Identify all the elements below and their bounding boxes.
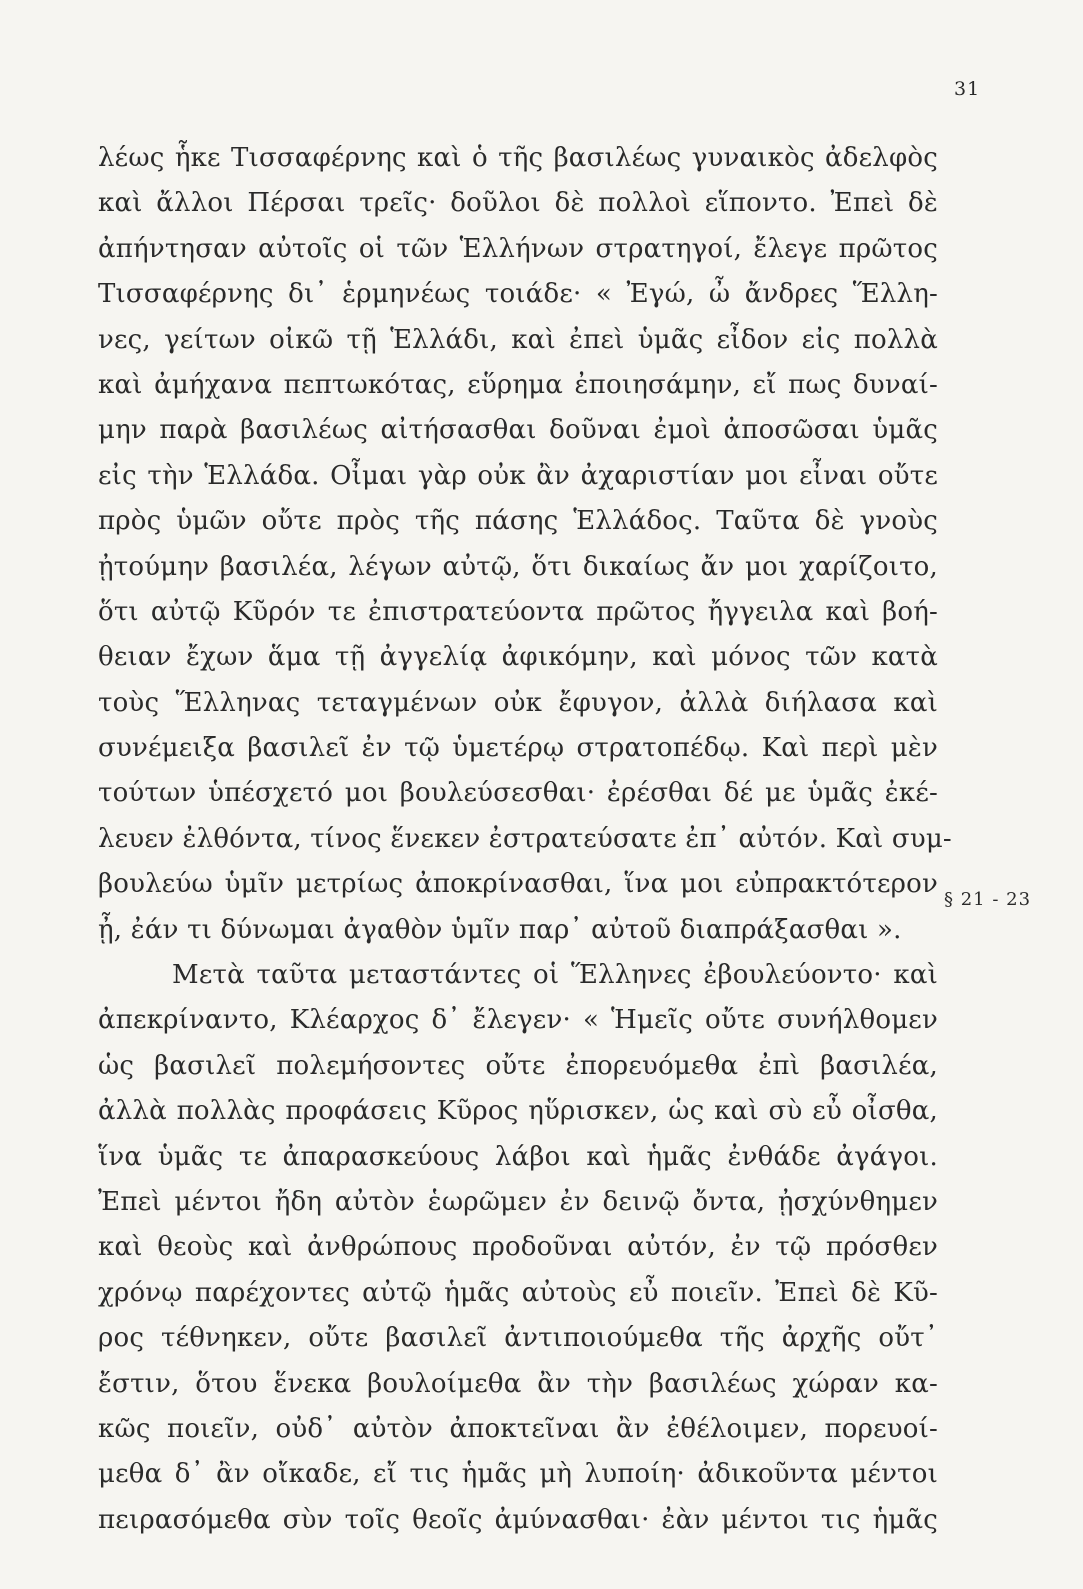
body-text (98, 136, 952, 1589)
text-line-2: καὶ ἄλλοι Πέρσαι τρεῖς· δοῦλοι δὲ πολλοὶ εἵποντο. Ἐπεὶ δὲ (98, 188, 938, 219)
text-line-1: λέως ἧκε Τισσαφέρνης καὶ ὁ τῆς βασιλέως γυναικὸς ἀδελφὸς (98, 143, 938, 173)
text-line-26: χρόνῳ παρέχοντες αὐτῷ ἡμᾶς αὐτοὺς εὖ ποιεῖν. Ἐπεὶ δὲ Κῦ- (98, 1277, 938, 1308)
text-line-20: ἀπεκρίναντο, Κλέαρχος δ᾽ ἔλεγεν· « Ἡμεῖς οὔτε συνήλθομεν (98, 1005, 938, 1036)
text-line-10: ᾐτούμην βασιλέα, λέγων αὐτῷ, ὅτι δικαίως ἄν μοι χαρίζοιτο, (98, 551, 938, 582)
text-line-13: τοὺς Ἕλληνας τεταγμένων οὐκ ἔφυγον, ἀλλὰ διήλασα καὶ (98, 687, 938, 718)
text-line-29: κῶς ποιεῖν, οὐδ᾽ αὐτὸν ἀποκτεῖναι ἂν ἐθέλοιμεν, πορευοί- (98, 1413, 938, 1444)
text-line-22: ἀλλὰ πολλὰς προφάσεις Κῦρος ηὕρισκεν, ὡς καὶ σὺ εὖ οἶσθα, (98, 1096, 938, 1127)
text-line-16: λευεν ἐλθόντα, τίνος ἕνεκεν ἐστρατεύσατε ἐπ᾽ αὐτόν. Καὶ συμ- (98, 823, 952, 854)
text-line-32 (98, 1543, 938, 1588)
section-reference: § 21 - 23 (944, 889, 1032, 910)
text-line-15: τούτων ὑπέσχετό μοι βουλεύσεσθαι· ἐρέσθαι δέ με ὑμᾶς ἐκέ- (98, 778, 938, 809)
page-number: 31 (954, 78, 981, 100)
text-line-27: ρος τέθνηκεν, οὔτε βασιλεῖ ἀντιποιούμεθα τῆς ἀρχῆς οὔτ᾽ (98, 1323, 938, 1354)
text-line-17: βουλεύω ὑμῖν μετρίως ἀποκρίνασθαι, ἵνα μοι εὐπρακτότερον (98, 869, 938, 900)
text-line-30: μεθα δ᾽ ἂν οἴκαδε, εἴ τις ἡμᾶς μὴ λυποίη· ἀδικοῦντα μέντοι (98, 1459, 938, 1490)
text-line-6: καὶ ἀμήχανα πεπτωκότας, εὕρημα ἐποιησάμην, εἴ πως δυναί- (98, 369, 938, 400)
text-line-12: θειαν ἔχων ἅμα τῇ ἀγγελίᾳ ἀφικόμην, καὶ μόνος τῶν κατὰ (98, 642, 938, 673)
text-line-21: ὡς βασιλεῖ πολεμήσοντες οὔτε ἐπορευόμεθα ἐπὶ βασιλέα, (98, 1050, 938, 1081)
text-line-3: ἀπήντησαν αὐτοῖς οἱ τῶν Ἑλλήνων στρατηγοί, ἔλεγε πρῶτος (98, 233, 938, 264)
text-line-7: μην παρὰ βασιλέως αἰτήσασθαι δοῦναι ἐμοὶ ἀποσῶσαι ὑμᾶς (98, 415, 938, 446)
text-line-5: νες, γείτων οἰκῶ τῇ Ἑλλάδι, καὶ ἐπεὶ ὑμᾶς εἶδον εἰς πολλὰ (98, 324, 938, 355)
text-line-19: Μετὰ ταῦτα μεταστάντες οἱ Ἕλληνες ἐβουλεύοντο· καὶ (172, 960, 938, 991)
text-line-18: ᾖ, ἐάν τι δύνωμαι ἀγαθὸν ὑμῖν παρ᾽ αὐτοῦ διαπράξασθαι ». (98, 914, 902, 945)
text-line-24: Ἐπεὶ μέντοι ἤδη αὐτὸν ἑωρῶμεν ἐν δεινῷ ὄντα, ᾐσχύνθημεν (98, 1186, 938, 1217)
text-line-9: πρὸς ὑμῶν οὔτε πρὸς τῆς πάσης Ἑλλάδος. Ταῦτα δὲ γνοὺς (98, 506, 938, 537)
text-line-25: καὶ θεοὺς καὶ ἀνθρώπους προδοῦναι αὐτόν, ἐν τῷ πρόσθεν (98, 1232, 938, 1263)
text-line-11: ὅτι αὐτῷ Κῦρόν τε ἐπιστρατεύοντα πρῶτος ἤγγειλα καὶ βοή- (98, 596, 938, 627)
text-line-14: συνέμειξα βασιλεῖ ἐν τῷ ὑμετέρῳ στρατοπέδῳ. Καὶ περὶ μὲν (98, 733, 938, 764)
text-line-23: ἵνα ὑμᾶς τε ἀπαρασκεύους λάβοι καὶ ἡμᾶς ἐνθάδε ἀγάγοι. (98, 1141, 938, 1172)
text-line-28: ἔστιν, ὅτου ἕνεκα βουλοίμεθα ἂν τὴν βασιλέως χώραν κα- (98, 1368, 938, 1399)
text-line-31: πειρασόμεθα σὺν τοῖς θεοῖς ἀμύνασθαι· ἐὰν μέντοι τις ἡμᾶς (98, 1504, 938, 1535)
text-line-4: Τισσαφέρνης δι᾽ ἑρμηνέως τοιάδε· « Ἐγώ, ὦ ἄνδρες Ἕλλη- (98, 279, 938, 310)
text-line-8: εἰς τὴν Ἑλλάδα. Οἶμαι γὰρ οὐκ ἂν ἀχαριστίαν μοι εἶναι οὔτε (98, 460, 938, 491)
